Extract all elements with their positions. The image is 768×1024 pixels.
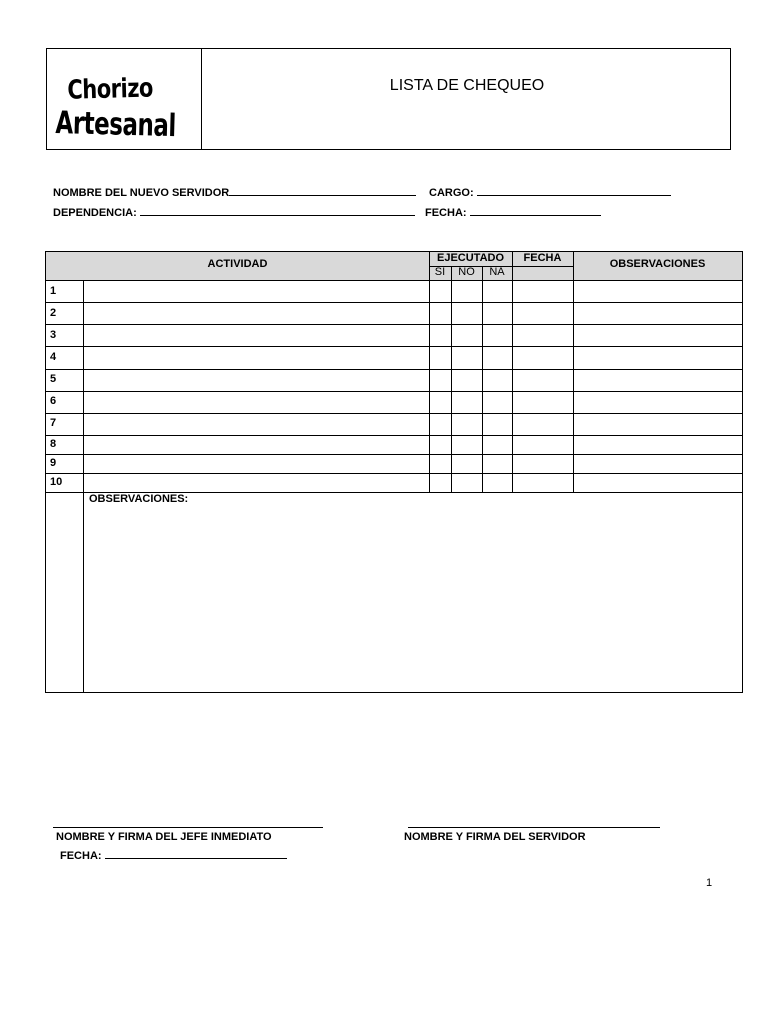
row-number: 7 xyxy=(50,417,57,429)
row-number: 2 xyxy=(50,307,57,319)
col-divider xyxy=(451,266,452,492)
fecha-field xyxy=(425,204,601,219)
observaciones-label: OBSERVACIONES: xyxy=(89,493,189,505)
col-divider xyxy=(573,252,574,492)
row-divider xyxy=(46,454,742,455)
row-divider xyxy=(46,391,742,392)
dependencia-blank[interactable] xyxy=(140,204,415,216)
servidor-field xyxy=(53,184,416,199)
servidor-blank[interactable] xyxy=(229,184,416,196)
cargo-field xyxy=(429,184,671,199)
row-divider xyxy=(46,346,742,347)
row-divider xyxy=(46,302,742,303)
jefe-signature-line[interactable] xyxy=(53,827,323,828)
row-divider xyxy=(46,280,742,281)
row-number: 1 xyxy=(50,285,57,297)
page-number: 1 xyxy=(706,877,713,889)
dependencia-field xyxy=(53,204,415,219)
col-divider xyxy=(83,280,84,692)
servidor-label: NOMBRE DEL NUEVO SERVIDOR xyxy=(53,187,230,199)
cargo-label: CARGO: xyxy=(429,187,474,199)
row-divider xyxy=(46,369,742,370)
row-divider xyxy=(46,324,742,325)
jefe-signature-label: NOMBRE Y FIRMA DEL JEFE INMEDIATO xyxy=(56,831,272,843)
servidor-signature-line[interactable] xyxy=(408,827,660,828)
logo-line-2: Artesanal xyxy=(55,106,177,145)
col-ejecutado: EJECUTADO xyxy=(436,252,505,264)
col-divider xyxy=(512,252,513,492)
row-divider xyxy=(46,435,742,436)
document-header xyxy=(46,48,731,150)
logo xyxy=(47,49,202,149)
col-si: SI xyxy=(434,266,446,278)
col-divider xyxy=(429,252,430,492)
col-divider xyxy=(482,266,483,492)
logo-line-1: Chorizo xyxy=(67,72,154,105)
dependencia-label: DEPENDENCIA: xyxy=(53,207,137,219)
row-number: 9 xyxy=(50,457,57,469)
row-number: 5 xyxy=(50,373,57,385)
row-number: 4 xyxy=(50,351,57,363)
checklist-table xyxy=(45,251,743,693)
col-no: NO xyxy=(458,266,475,278)
fecha-label: FECHA: xyxy=(425,207,467,219)
col-observaciones: OBSERVACIONES xyxy=(609,258,706,270)
footer-fecha-label: FECHA: xyxy=(60,850,102,862)
servidor-signature-label: NOMBRE Y FIRMA DEL SERVIDOR xyxy=(404,831,586,843)
row-number: 8 xyxy=(50,438,57,450)
col-actividad: ACTIVIDAD xyxy=(207,258,268,270)
cargo-blank[interactable] xyxy=(477,184,671,196)
footer-fecha-blank[interactable] xyxy=(105,847,287,859)
document-title: LISTA DE CHEQUEO xyxy=(389,77,545,94)
col-na: NA xyxy=(489,266,505,278)
col-fecha: FECHA xyxy=(523,252,562,264)
footer-fecha-field xyxy=(60,847,287,862)
row-number: 6 xyxy=(50,395,57,407)
row-divider xyxy=(46,473,742,474)
row-number: 3 xyxy=(50,329,57,341)
fecha-blank[interactable] xyxy=(470,204,601,216)
row-divider xyxy=(46,413,742,414)
row-number: 10 xyxy=(50,476,63,488)
